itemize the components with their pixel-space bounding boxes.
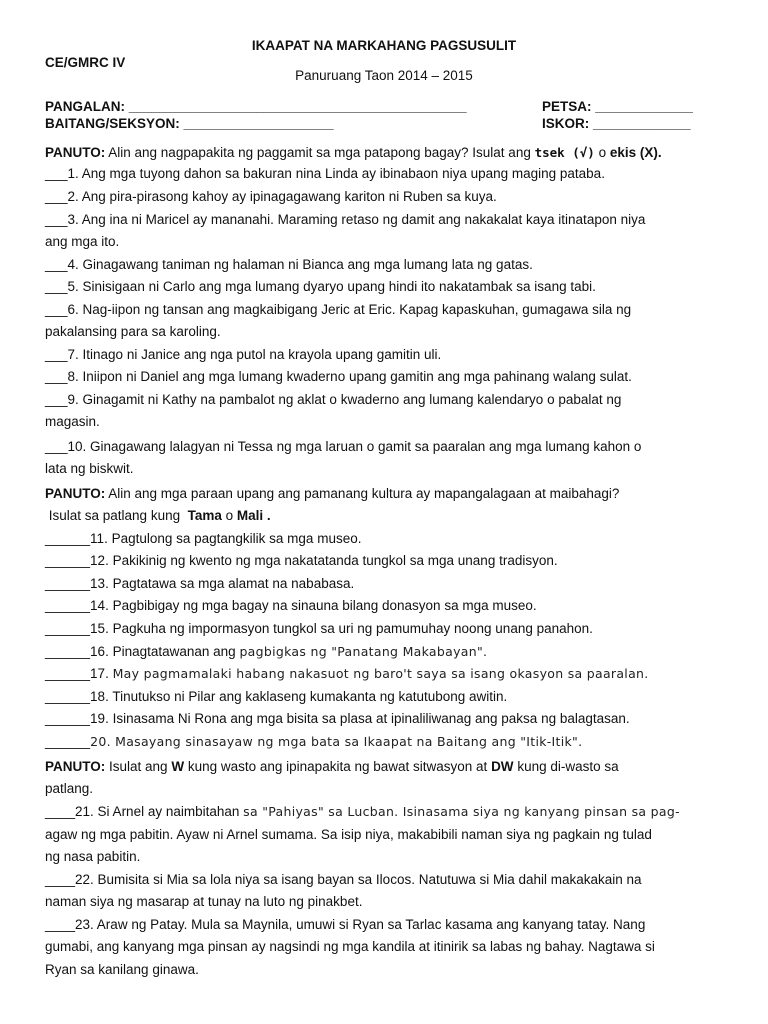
tama-label: Tama [187, 508, 222, 523]
instruction-or: o [225, 508, 234, 523]
question-23: ____23. Araw ng Patay. Mula sa Maynila, umuwi si Ryan sa Tarlac kasama ang kanyang tatay. Nang [45, 917, 646, 932]
part3-instruction-line2: patlang. [45, 781, 94, 796]
question-8: ___8. Iniipon ni Daniel ang mga lumang kwaderno upang gamitin ang mga pahinang walang sulat. [45, 369, 632, 384]
question-22: ____22. Bumisita si Mia sa lola niya sa isang bayan sa Ilocos. Natutuwa si Mia dahil makakakain na [45, 872, 642, 887]
question-12: ______12. Pakikinig ng kwento ng mga nakatatanda tungkol sa mga unang tradisyon. [45, 553, 558, 568]
instruction-text: kung di-wasto sa [517, 759, 619, 774]
question-11: ______11. Pagtulong sa pagtangkilik sa mga museo. [45, 531, 362, 546]
question-23-cont: gumabi, ang kanyang mga pinsan ay nagsindi ng mga kandila at itinirik sa labas ng bahay. Nagtawa si [45, 939, 655, 954]
question-23-cont2: Ryan sa kanilang ginawa. [45, 962, 199, 977]
question-18: ______18. Tinutukso ni Pilar ang kaklaseng kumakanta ng katutubong awitin. [45, 689, 508, 704]
part3-instruction [45, 756, 735, 778]
question-14: ______14. Pagbibigay ng mga bagay na sinauna bilang donasyon sa mga museo. [45, 598, 537, 613]
part1-instruction [45, 142, 735, 164]
instruction-text: Alin ang nagpapakita ng paggamit sa mga patapong bagay? Isulat ang [108, 145, 531, 160]
question-6-cont: pakalansing para sa karoling. [45, 324, 221, 339]
question-9-cont: magasin. [45, 414, 100, 429]
instruction-text: Isulat ang [109, 759, 168, 774]
question-3-cont: ang mga ito. [45, 234, 120, 249]
instruction-text: Alin ang mga paraan upang ang pamanang kultura ay mapangalagaan at maibahagi? [108, 486, 620, 501]
question-17 [45, 663, 735, 685]
instruction-text: Isulat sa patlang kung [45, 508, 181, 523]
school-year: Panuruang Taon 2014 – 2015 [295, 68, 473, 83]
question-16-text-light: pagbigkas ng "Panatang Makabayan". [239, 644, 488, 659]
question-2: ___2. Ang pira-pirasong kahoy ay ipinagagawang kariton ni Ruben sa kuya. [45, 189, 497, 204]
question-10: ___10. Ginagawang lalagyan ni Tessa ng mga laruan o gamit sa paaralan ang mga lumang kahon o [45, 439, 642, 454]
question-15: ______15. Pagkuha ng impormasyon tungkol sa uri ng pamumuhay noong unang panahon. [45, 621, 593, 636]
question-5: ___5. Sinisigaan ni Carlo ang mga lumang dyaryo upang hindi ito nakatambak sa isang tabi. [45, 279, 596, 294]
question-7: ___7. Itinago ni Janice ang nga putol na krayola upang gamitin uli. [45, 347, 442, 362]
instruction-head: PANUTO: [45, 145, 106, 160]
question-13: ______13. Pagtatawa sa mga alamat na nababasa. [45, 576, 355, 591]
exam-title: IKAAPAT NA MARKAHANG PAGSUSULIT [251, 38, 517, 53]
question-19: ______19. Isinasama Ni Rona ang mga bisita sa plasa at ipinaliliwanag ang paksa ng balagtasan. [45, 711, 630, 726]
question-20-text: 20. Masayang sinasayaw ng mga bata sa Ikaapat na Baitang ang "Itik-Itik". [90, 734, 583, 749]
name-field: PANGALAN: _____________________________________________ [45, 99, 467, 114]
question-16-text: ______16. Pinagtatawanan ang [45, 644, 236, 659]
question-17-blank: ______17. [45, 666, 109, 681]
question-22-cont: naman siya ng masarap at tunay na luto ng pinakbet. [45, 894, 363, 909]
question-21 [45, 801, 735, 823]
question-20 [45, 731, 735, 753]
ekis-mark: ekis (X). [609, 145, 662, 160]
instruction-or: o [598, 145, 607, 160]
question-20-blank: ______ [45, 734, 91, 749]
question-21-cont2: ng nasa pabitin. [45, 849, 141, 864]
subject-label: CE/GMRC IV [45, 55, 126, 70]
part2-instruction-line2 [45, 505, 735, 527]
question-4: ___4. Ginagawang taniman ng halaman ni Bianca ang mga lumang lata ng gatas. [45, 257, 533, 272]
dw-label: DW [491, 759, 514, 774]
section-field: BAITANG/SEKSYON: ____________________ [45, 116, 334, 131]
question-1: ___1. Ang mga tuyong dahon sa bakuran nina Linda ay ibinabaon niya upang maging pataba. [45, 166, 605, 181]
instruction-text: kung wasto ang ipinapakita ng bawat sitwasyon at [187, 759, 488, 774]
question-6: ___6. Nag-iipon ng tansan ang magkaibigang Jeric at Eric. Kapag kapaskuhan, gumagawa sila ng [45, 302, 632, 317]
question-16 [45, 641, 735, 663]
mali-label: Mali . [236, 508, 271, 523]
question-21-cont: agaw ng mga pabitin. Ayaw ni Arnel sumama. Sa isip niya, makabibili naman siya ng pagkain ng tulad [45, 827, 652, 842]
question-17-text: May pagmamalaki habang nakasuot ng baro't saya sa isang okasyon sa paaralan. [112, 666, 649, 681]
instruction-head: PANUTO: [45, 486, 106, 501]
tsek-mark: tsek (√) [534, 145, 595, 160]
question-21-text-light: sa "Pahiyas" sa Lucban. Isinasama siya ng kanyang pinsan sa pag- [243, 804, 680, 819]
score-field: ISKOR: _____________ [542, 116, 691, 131]
question-21-text: ____21. Si Arnel ay naimbitahan [45, 804, 240, 819]
date-field: PETSA: _____________ [542, 99, 693, 114]
question-9: ___9. Ginagamit ni Kathy na pambalot ng aklat o kwaderno ang lumang kalendaryo o pabalat ng [45, 392, 622, 407]
question-3: ___3. Ang ina ni Maricel ay mananahi. Maraming retaso ng damit ang nakakalat kaya itinatapon niya [45, 212, 646, 227]
w-label: W [171, 759, 185, 774]
instruction-head: PANUTO: [45, 759, 106, 774]
question-10-cont: lata ng biskwit. [45, 461, 134, 476]
part2-instruction [45, 483, 735, 505]
